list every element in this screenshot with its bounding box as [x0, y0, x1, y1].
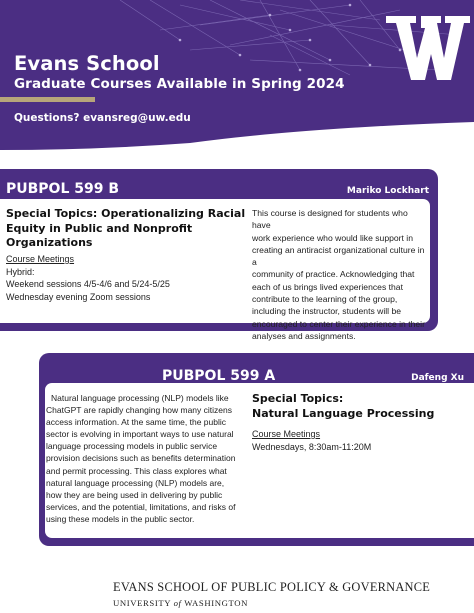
course-meetings: Course Meetings Wednesdays, 8:30am-11:20M: [252, 428, 462, 453]
instructor-name: Dafeng Xu: [411, 373, 464, 383]
gold-divider: [0, 97, 95, 102]
footer-school-name: EVANS SCHOOL OF PUBLIC POLICY & GOVERNANCE: [113, 580, 431, 594]
contact-email[interactable]: Questions? evansreg@uw.edu: [14, 112, 191, 124]
course-code: PUBPOL 599 A: [162, 368, 276, 384]
footer-university-name: UNIVERSITY of WASHINGTON: [113, 598, 248, 608]
instructor-name: Mariko Lockhart: [346, 186, 429, 196]
course-description: Natural language processing (NLP) models like ChatGPT are rapidly changing how many citizens access information. At the same time, the public sector is evolving in important ways to use natural language processing models in public service provision decisions such as benefits determination and permit processing. This class explores what natural language processing (NLP) models are, how they are being used in delivering by public services, and the potential, limitations, and risks of using these models in the public sector.: [46, 393, 236, 524]
header-banner: [0, 0, 474, 150]
meetings-label: Course Meetings: [6, 254, 75, 264]
course-meetings: Course Meetings Hybrid: Weekend sessions 4/5-4/6 and 5/24-5/25 Wednesday evening Zoom sessions: [6, 253, 246, 303]
course-code: PUBPOL 599 B: [6, 181, 120, 197]
course-title: Special Topics: Operationalizing Racial Equity in Public and Nonprofit Organizations: [6, 207, 246, 249]
school-name: Evans School: [14, 52, 160, 75]
meetings-label: Course Meetings: [252, 429, 321, 439]
course-description: This course is designed for students who have work experience who would like support in creating an antiracist organizational culture in a community of practice. Acknowledging that each of us brings lived experiences that contribute to the learning of the group, including the instructor, students will be encouraged to center their experience in their analyses and assignments.: [252, 208, 425, 341]
uw-w-logo-icon: [386, 16, 470, 80]
page-title: Graduate Courses Available in Spring 2024: [14, 76, 345, 92]
course-title: Special Topics: Natural Language Processing: [252, 392, 435, 420]
